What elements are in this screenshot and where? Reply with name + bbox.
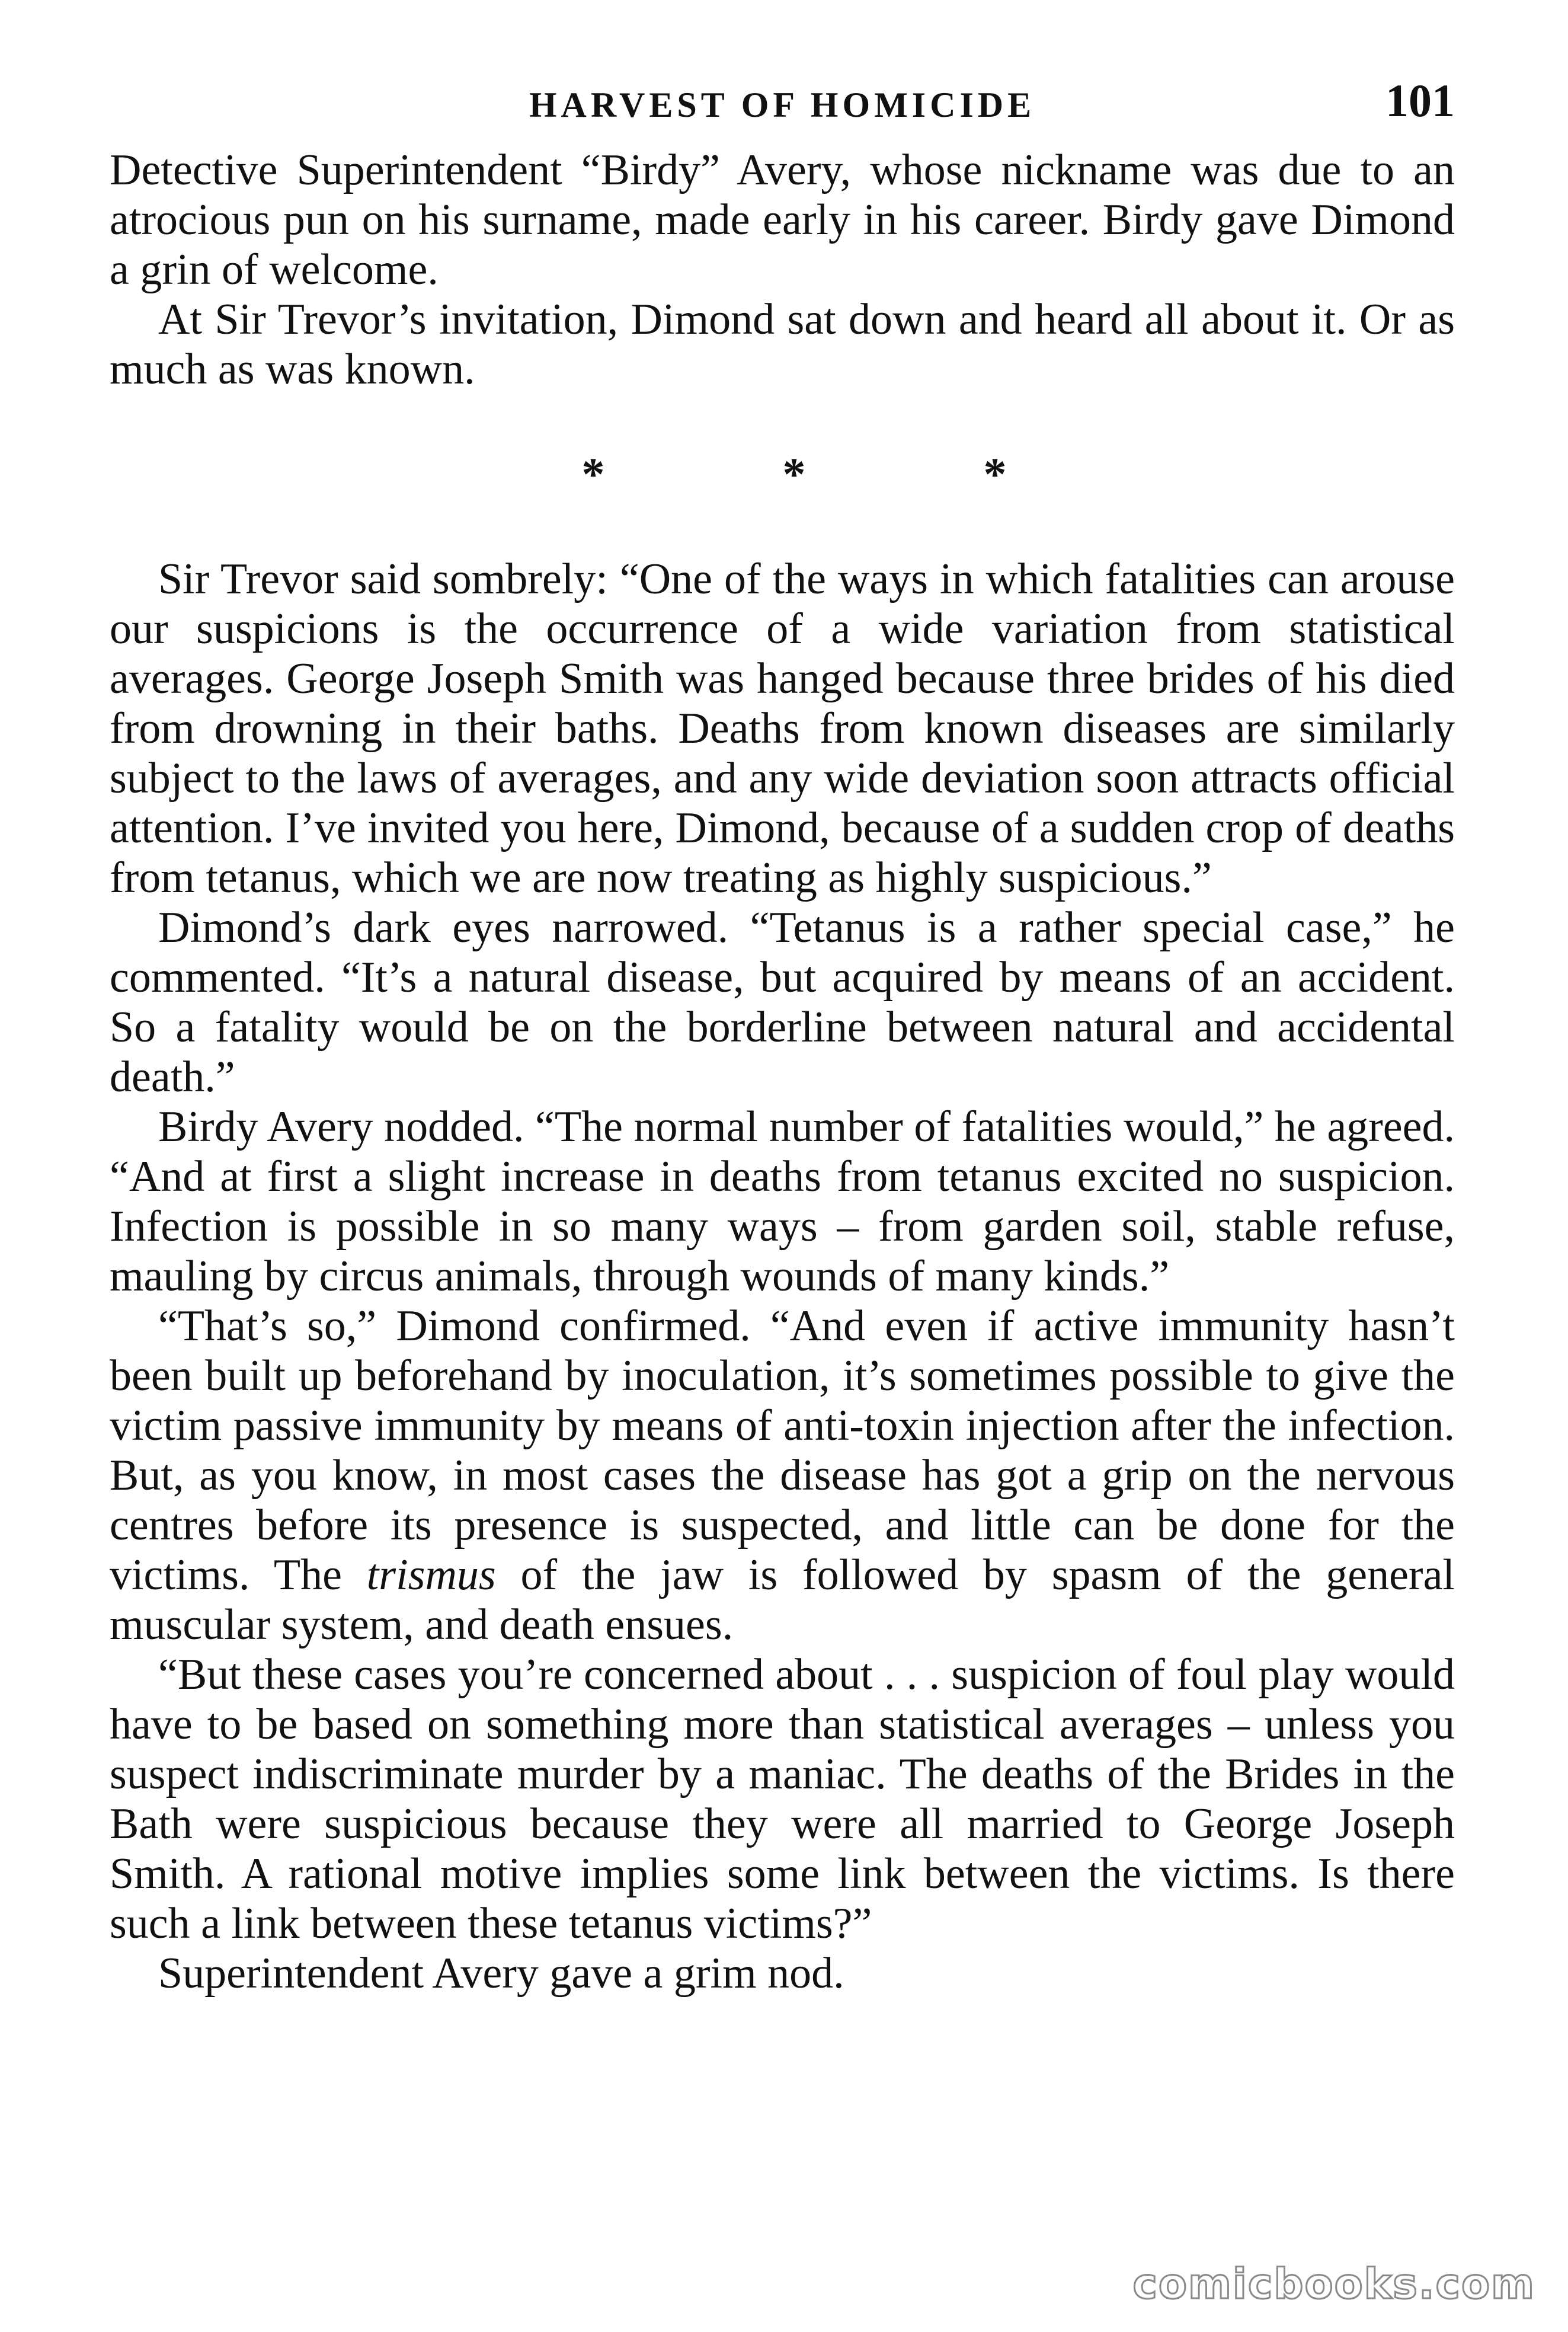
paragraph-8: Superintendent Avery gave a grim nod.	[158, 1949, 844, 1998]
paragraph-5: Birdy Avery nodded. “The normal number of fatalities would,” he agreed. “And at first a slight increase in deaths from tetanus excited no suspicion. Infection is possible in so many ways – from garden soil, stable refuse, mauling by circus animals, through wounds of many kinds.”	[110, 1103, 1455, 1301]
paragraph-2: At Sir Trevor’s invitation, Dimond sat down and heard all about it. Or as much as was known.	[110, 295, 1455, 394]
section-break	[110, 394, 1455, 554]
running-title: HARVEST OF HOMICIDE	[529, 85, 1036, 124]
page-header	[110, 74, 1455, 139]
page-number: 101	[1385, 75, 1455, 126]
paragraph-7: “But these cases you’re concerned about . . . suspicion of foul play would have to be based on something more than statistical averages – unless you suspect indiscriminate murder by a maniac. The deaths of the Brides in the Bath were suspicious because they were all married to George Joseph Smith. A rational motive implies some link between the victims. Is there such a link between these tetanus victims?”	[110, 1650, 1455, 1948]
paragraph-3: Sir Trevor said sombrely: “One of the ways in which fatalities can arouse our suspicions is the occurrence of a wide variation from statistical averages. George Joseph Smith was hanged because three brides of his died from drowning in their baths. Deaths from known diseases are similarly subject to the laws of averages, and any wide deviation soon attracts official attention. I’ve invited you here, Dimond, because of a sudden crop of deaths from tetanus, which we are now treating as highly suspicious.”	[110, 555, 1455, 902]
section-break-asterisk: *	[983, 448, 1007, 500]
watermark: comicbooks.com	[1132, 2260, 1535, 2308]
paragraph-6	[110, 1301, 1455, 1650]
section-break-asterisk: *	[581, 448, 605, 500]
section-break-asterisk: *	[782, 448, 806, 500]
paragraph-6-text: “That’s so,” Dimond confirmed. “And even if active immunity hasn’t been built up beforehand by inoculation, it’s sometimes possible to give the victim passive immunity by means of anti-toxin injection after the infection. But, as you know, in most cases the disease has got a grip on the nervous centres before its presence is suspected, and little can be done for the victims. The	[110, 1302, 1455, 1599]
paragraph-6-continuation: of the jaw is followed by spasm of the general muscular system, and death ensues.	[110, 1551, 1455, 1649]
paragraph-4: Dimond’s dark eyes narrowed. “Tetanus is a rather special case,” he commented. “It’s a natural disease, but acquired by means of an accident. So a fatality would be on the borderline between natural and accidental death.”	[110, 903, 1455, 1101]
italic-term: trismus	[366, 1551, 496, 1599]
body-text	[110, 145, 1455, 1998]
paragraph-1: Detective Superintendent “Birdy” Avery, whose nickname was due to an atrocious pun on his surname, made early in his career. Birdy gave Dimond a grin of welcome.	[110, 146, 1455, 294]
